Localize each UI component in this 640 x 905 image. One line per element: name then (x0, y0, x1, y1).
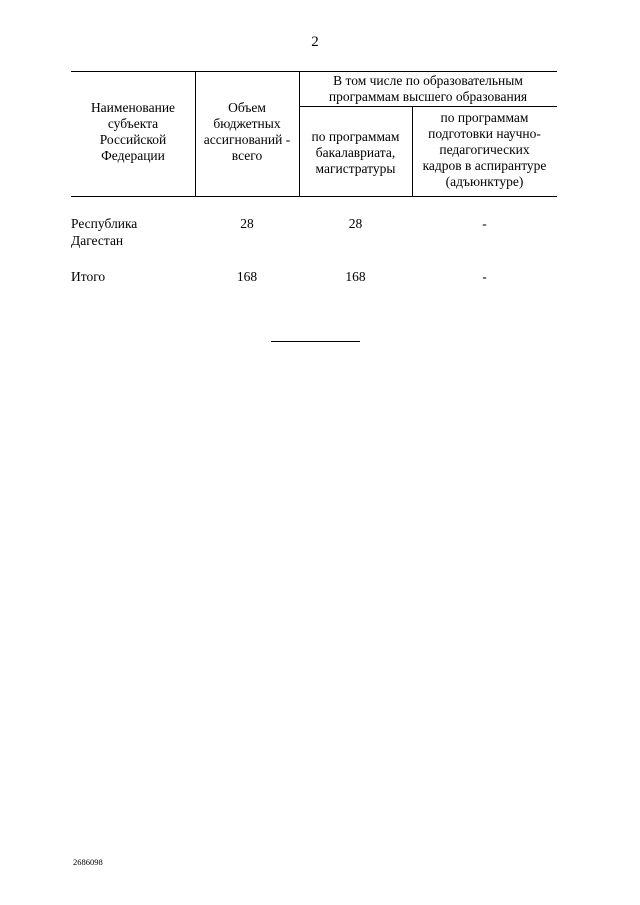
row-postgrad: - (482, 269, 487, 284)
header-group: В том числе по образовательным программам высшего образования (328, 73, 528, 104)
header-bachelor: по программам бакалавриата, магистратуры (311, 129, 400, 176)
row-bachelor: 28 (348, 216, 363, 231)
row-total: 168 (236, 269, 258, 284)
row-postgrad: - (482, 216, 487, 231)
header-region: Наименование субъекта Российской Федерации (90, 100, 176, 163)
row-region: Итого (71, 269, 106, 284)
table-header-bottom-border (71, 196, 557, 197)
row-region: Республика Дагестан (71, 216, 138, 248)
document-code: 2686098 (73, 857, 103, 867)
table-top-border (71, 71, 557, 72)
row-total: 28 (240, 216, 254, 231)
page-number: 2 (311, 34, 319, 50)
header-postgrad: по программам подготовки научно- педагогических кадров в аспирантуре (адъюнктуре) (422, 110, 547, 189)
row-bachelor: 168 (345, 269, 366, 284)
end-rule (271, 341, 360, 342)
header-total: Объем бюджетных ассигнований - всего (203, 100, 291, 163)
group-header-divider (299, 106, 557, 107)
